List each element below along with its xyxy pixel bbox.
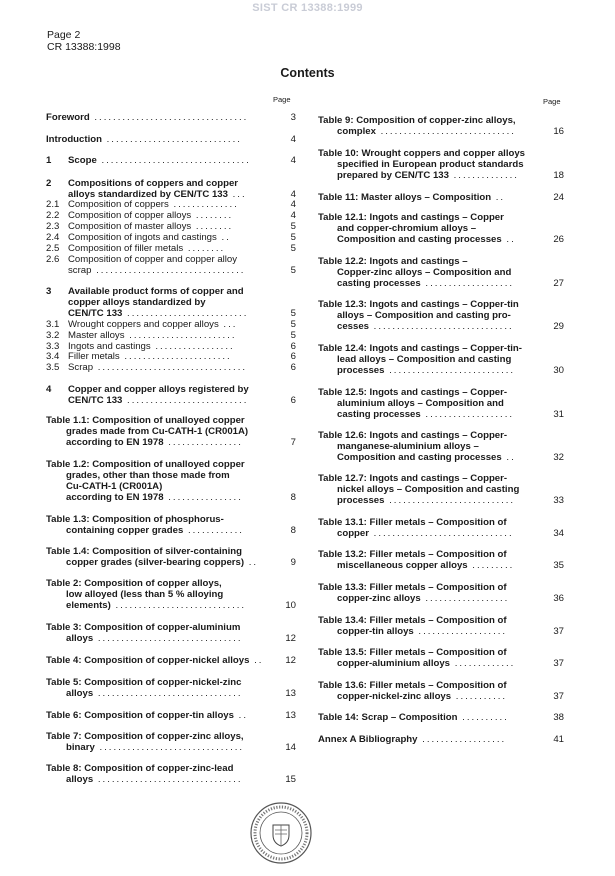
toc-entry-title: Table 3: Composition of copper-aluminium <box>46 622 241 633</box>
toc-entry-title: containing copper grades ............ <box>66 525 244 536</box>
right-page-label: Page <box>543 97 561 106</box>
dot-leader: ... <box>227 189 247 200</box>
toc-entry[interactable] <box>318 115 564 137</box>
toc-entry[interactable] <box>46 199 296 210</box>
toc-page-number: 32 <box>553 452 564 463</box>
dot-leader: ........................... <box>384 365 516 376</box>
toc-entry-number: 3.5 <box>46 362 60 373</box>
toc-entry-title: copper .............................. <box>337 528 514 539</box>
toc-entry-title: Table 13.6: Filler metals – Composition of <box>318 680 507 691</box>
dot-leader: .. <box>491 192 506 203</box>
toc-entry-title: Compositions of coppers and copper <box>68 178 239 189</box>
toc-page-number: 6 <box>290 351 296 362</box>
toc-entry[interactable] <box>46 763 296 785</box>
document-id: CR 13388:1998 <box>47 41 121 53</box>
toc-page-number: 16 <box>553 126 564 137</box>
page-header <box>47 29 121 53</box>
toc-entry-title: Table 13.1: Filler metals – Composition of <box>318 517 507 528</box>
toc-entry-title: Filler metals ....................... <box>68 351 232 362</box>
toc-entry-title: Table 1.4: Composition of silver-containing <box>46 546 242 557</box>
toc-entry[interactable] <box>318 712 564 723</box>
toc-entry-title: Composition and casting processes .. <box>337 452 516 463</box>
toc-entry-title: casting processes ................... <box>337 409 515 420</box>
dot-leader: .. <box>216 232 231 243</box>
toc-entry-title: copper alloys standardized by <box>68 297 206 308</box>
toc-entry-title: Copper and copper alloys registered by <box>68 384 249 395</box>
toc-entry[interactable] <box>46 134 296 145</box>
toc-entry-title: Table 1.1: Composition of unalloyed copper <box>46 415 245 426</box>
toc-entry-title: Table 13.2: Filler metals – Composition of <box>318 549 507 560</box>
toc-page-number: 34 <box>553 528 564 539</box>
toc-entry[interactable] <box>46 319 296 330</box>
toc-entry-number: 2.1 <box>46 199 60 210</box>
toc-entry-title: binary ............................... <box>66 742 245 753</box>
toc-entry-title: Table 4: Composition of copper-nickel alloys .. <box>46 655 264 666</box>
dot-leader: .......................... <box>122 395 249 406</box>
dot-leader: ................................ <box>93 362 248 373</box>
toc-entry-title: alloys ............................... <box>66 633 243 644</box>
toc-entry-title: Table 6: Composition of copper-tin alloys .. <box>46 710 248 721</box>
toc-entry-title: Copper-zinc alloys – Composition and <box>337 267 512 278</box>
toc-page-number: 35 <box>553 560 564 571</box>
toc-entry-title: prepared by CEN/TC 133 .............. <box>337 170 519 181</box>
toc-page-number: 5 <box>290 232 296 243</box>
dot-leader: .............. <box>448 170 519 181</box>
toc-page-number: 4 <box>290 210 296 221</box>
toc-entry-title: Table 14: Scrap – Composition .......... <box>318 712 509 723</box>
dot-leader: .............................. <box>369 321 514 332</box>
toc-entry[interactable] <box>46 677 296 699</box>
dot-leader: ................................. <box>89 112 249 123</box>
left-page-label: Page <box>273 95 291 104</box>
toc-entry[interactable] <box>46 415 296 448</box>
toc-entry[interactable] <box>318 343 564 376</box>
toc-entry-title: Annex A Bibliography .................. <box>318 734 507 745</box>
toc-entry[interactable] <box>318 615 564 637</box>
toc-entry-title: miscellaneous copper alloys ......... <box>337 560 515 571</box>
toc-entry-title: Table 13.5: Filler metals – Composition of <box>318 647 507 658</box>
toc-entry-title: Table 12.6: Ingots and castings – Copper- <box>318 430 508 441</box>
toc-entry-title: Table 5: Composition of copper-nickel-zinc <box>46 677 242 688</box>
toc-entry-title: aluminium alloys – Composition and <box>337 398 504 409</box>
toc-page-number: 37 <box>553 691 564 702</box>
dot-leader: ............................... <box>93 774 243 785</box>
toc-entry-title: Table 1.3: Composition of phosphorus- <box>46 514 224 525</box>
toc-entry-number: 3 <box>46 286 52 297</box>
toc-page-number: 15 <box>285 774 296 785</box>
toc-entry[interactable] <box>318 430 564 463</box>
dot-leader: .............................. <box>369 528 514 539</box>
toc-entry[interactable] <box>46 210 296 221</box>
toc-page-number: 27 <box>553 278 564 289</box>
toc-entry-title: Composition of filler metals ........ <box>68 243 226 254</box>
toc-entry[interactable] <box>46 254 296 276</box>
toc-entry-title: Table 10: Wrought coppers and copper alloys <box>318 148 526 159</box>
toc-page-number: 14 <box>285 742 296 753</box>
dot-leader: ................ <box>163 437 243 448</box>
dot-leader: .............. <box>168 199 239 210</box>
toc-entry[interactable] <box>46 710 296 721</box>
toc-entry[interactable] <box>46 243 296 254</box>
toc-entry-title: Table 8: Composition of copper-zinc-lead <box>46 763 234 774</box>
toc-page-number: 6 <box>290 362 296 373</box>
toc-entry-title: Available product forms of copper and <box>68 286 244 297</box>
toc-page-number: 37 <box>553 658 564 669</box>
toc-page-number: 5 <box>290 319 296 330</box>
toc-entry[interactable] <box>46 546 296 568</box>
toc-entry-title: copper-tin alloys ................... <box>337 626 508 637</box>
toc-entry-title: Table 13.3: Filler metals – Composition of <box>318 582 507 593</box>
toc-entry-title: Composition of ingots and castings .. <box>68 232 231 243</box>
dot-leader: ............................... <box>93 688 243 699</box>
toc-page-number: 12 <box>285 633 296 644</box>
toc-entry-title: Composition of master alloys ........ <box>68 221 234 232</box>
toc-entry-title: according to EN 1978 ................ <box>66 437 243 448</box>
toc-entry-title: processes ........................... <box>337 365 516 376</box>
dot-leader: .......... <box>457 712 509 723</box>
toc-page-number: 7 <box>290 437 296 448</box>
toc-entry-title: Table 12.1: Ingots and castings – Copper <box>318 212 504 223</box>
toc-entry-title: Table 7: Composition of copper-zinc alloys, <box>46 731 244 742</box>
toc-entry[interactable] <box>46 459 296 503</box>
toc-page-number: 6 <box>290 395 296 406</box>
toc-entry-title: Wrought coppers and copper alloys ... <box>68 319 238 330</box>
toc-entry[interactable] <box>46 655 296 666</box>
toc-entry-title: Table 2: Composition of copper alloys, <box>46 578 222 589</box>
toc-page-number: 5 <box>290 243 296 254</box>
dot-leader: ........ <box>191 210 234 221</box>
toc-entry[interactable] <box>318 192 564 203</box>
toc-entry-title: Table 12.5: Ingots and castings – Copper- <box>318 387 508 398</box>
toc-entry[interactable] <box>46 384 296 406</box>
toc-entry[interactable] <box>46 351 296 362</box>
toc-page-number: 33 <box>553 495 564 506</box>
toc-page-number: 41 <box>553 734 564 745</box>
toc-entry-title: copper grades (silver-bearing coppers) .. <box>66 557 259 568</box>
toc-page-number: 38 <box>553 712 564 723</box>
toc-entry-number: 2.5 <box>46 243 60 254</box>
toc-page-number: 5 <box>290 221 296 232</box>
toc-entry[interactable] <box>46 178 296 200</box>
toc-page-number: 29 <box>553 321 564 332</box>
toc-entry-title: Table 11: Master alloys – Composition .. <box>318 192 506 203</box>
toc-entry[interactable] <box>46 514 296 536</box>
dot-leader: .................. <box>417 734 507 745</box>
dot-leader: ... <box>218 319 238 330</box>
toc-page-number: 8 <box>290 492 296 503</box>
toc-entry-number: 1 <box>46 155 52 166</box>
toc-entry-number: 2.6 <box>46 254 60 265</box>
toc-entry-title: grades, other than those made from <box>66 470 230 481</box>
toc-entry-number: 3.2 <box>46 330 60 341</box>
toc-page-number: 5 <box>290 330 296 341</box>
toc-entry-title: Table 1.2: Composition of unalloyed copper <box>46 459 245 470</box>
toc-page-number: 24 <box>553 192 564 203</box>
toc-entry[interactable] <box>318 680 564 702</box>
toc-entry[interactable] <box>46 155 296 166</box>
toc-entry[interactable] <box>318 256 564 289</box>
page-number: Page 2 <box>47 29 81 41</box>
toc-entry[interactable] <box>318 212 564 245</box>
toc-page-number: 5 <box>290 308 296 319</box>
dot-leader: ................ <box>163 492 243 503</box>
dot-leader: ......... <box>467 560 515 571</box>
toc-entry[interactable] <box>46 578 296 611</box>
dot-leader: ................... <box>420 278 515 289</box>
toc-entry-title: according to EN 1978 ................ <box>66 492 243 503</box>
toc-entry-title: Table 13.4: Filler metals – Composition of <box>318 615 507 626</box>
toc-entry-number: 2 <box>46 178 52 189</box>
toc-entry-title: Table 9: Composition of copper-zinc alloys, <box>318 115 516 126</box>
toc-entry[interactable] <box>46 221 296 232</box>
toc-entry-number: 3.1 <box>46 319 60 330</box>
toc-entry[interactable] <box>46 362 296 373</box>
dot-leader: .......................... <box>122 308 249 319</box>
toc-entry-title: Table 12.3: Ingots and castings – Copper-tin <box>318 299 519 310</box>
toc-entry-title: complex ............................. <box>337 126 516 137</box>
dot-leader: ................... <box>420 409 515 420</box>
toc-entry-title: alloys ............................... <box>66 688 243 699</box>
toc-entry[interactable] <box>318 582 564 604</box>
toc-entry[interactable] <box>318 299 564 332</box>
toc-page-number: 4 <box>290 134 296 145</box>
toc-entry-title: Composition and casting processes .. <box>337 234 516 245</box>
toc-page-number: 4 <box>290 189 296 200</box>
toc-entry-title: specified in European product standards <box>337 159 524 170</box>
dot-leader: ............................... <box>94 742 245 753</box>
toc-page-number: 4 <box>290 199 296 210</box>
toc-entry-title: Master alloys ....................... <box>68 330 237 341</box>
toc-page-number: 12 <box>285 655 296 666</box>
toc-entry-number: 2.3 <box>46 221 60 232</box>
toc-entry-title: alloys ............................... <box>66 774 243 785</box>
toc-entry-title: alloys – Composition and casting pro- <box>337 310 511 321</box>
toc-entry-title: Scrap ................................ <box>68 362 248 373</box>
dot-leader: ................... <box>413 626 508 637</box>
toc-entry[interactable] <box>318 647 564 669</box>
toc-entry-title: Table 12.4: Ingots and castings – Copper-tin- <box>318 343 522 354</box>
toc-page-number: 10 <box>285 600 296 611</box>
toc-entry-title: copper-zinc alloys .................. <box>337 593 510 604</box>
toc-page-number: 37 <box>553 626 564 637</box>
toc-entry-title: lead alloys – Composition and casting <box>337 354 512 365</box>
dot-leader: ....................... <box>119 351 232 362</box>
toc-entry-title: processes ........................... <box>337 495 516 506</box>
toc-entry-title: casting processes ................... <box>337 278 515 289</box>
toc-page-number: 5 <box>290 265 296 276</box>
toc-page-number: 4 <box>290 155 296 166</box>
toc-entry-number: 4 <box>46 384 52 395</box>
toc-page-number: 13 <box>285 688 296 699</box>
toc-entry-title: Table 12.2: Ingots and castings – <box>318 256 468 267</box>
toc-entry[interactable] <box>46 731 296 753</box>
contents-title: Contents <box>280 66 335 80</box>
dot-leader: ........ <box>191 221 234 232</box>
toc-page-number: 8 <box>290 525 296 536</box>
toc-entry-title: Table 12.7: Ingots and castings – Copper- <box>318 473 508 484</box>
dot-leader: ............. <box>450 658 516 669</box>
toc-entry-title: Ingots and castings ................. <box>68 341 235 352</box>
dot-leader: ............................. <box>375 126 516 137</box>
toc-entry-title: CEN/TC 133 .......................... <box>68 308 249 319</box>
toc-entry[interactable] <box>318 517 564 539</box>
dot-leader: .. <box>244 557 259 568</box>
toc-entry-title: copper-nickel-zinc alloys ........... <box>337 691 508 702</box>
toc-entry-title: Foreword ................................. <box>46 112 249 123</box>
toc-page-number: 36 <box>553 593 564 604</box>
certification-seal <box>248 800 314 866</box>
toc-entry[interactable] <box>318 734 564 745</box>
toc-entry-title: grades made from Cu-CATH-1 (CR001A) <box>66 426 249 437</box>
toc-entry-number: 2.2 <box>46 210 60 221</box>
toc-entry[interactable] <box>318 473 564 506</box>
toc-entry-title: Composition of coppers .............. <box>68 199 239 210</box>
toc-entry-title: and copper-chromium alloys – <box>337 223 477 234</box>
toc-entry[interactable] <box>46 232 296 243</box>
toc-entry-number: 3.4 <box>46 351 60 362</box>
dot-leader: ....................... <box>124 330 237 341</box>
dot-leader: ............................. <box>101 134 242 145</box>
toc-page-number: 26 <box>553 234 564 245</box>
dot-leader: ............................ <box>110 600 247 611</box>
toc-page-number: 9 <box>290 557 296 568</box>
toc-page-number: 3 <box>290 112 296 123</box>
dot-leader: .. <box>501 452 516 463</box>
dot-leader: .. <box>233 710 248 721</box>
toc-entry-title: cesses .............................. <box>337 321 514 332</box>
toc-entry[interactable] <box>46 286 296 319</box>
toc-entry[interactable] <box>318 549 564 571</box>
dot-leader: .................. <box>420 593 510 604</box>
dot-leader: ........................... <box>384 495 516 506</box>
watermark: SIST CR 13388:1999 <box>252 2 363 14</box>
toc-entry-title: nickel alloys – Composition and casting <box>337 484 520 495</box>
toc-entry-title: Composition of copper and copper alloy <box>68 254 238 265</box>
toc-entry-title: elements) ............................ <box>66 600 247 611</box>
toc-entry[interactable] <box>318 148 564 181</box>
toc-entry-title: Introduction ............................. <box>46 134 242 145</box>
dot-leader: ........ <box>183 243 226 254</box>
toc-entry-number: 3.3 <box>46 341 60 352</box>
toc-entry-title: Cu-CATH-1 (CR001A) <box>66 481 163 492</box>
toc-page-number: 13 <box>285 710 296 721</box>
toc-page-number: 31 <box>553 409 564 420</box>
toc-entry-title: scrap ................................ <box>68 265 246 276</box>
toc-entry-title: alloys standardized by CEN/TC 133 ... <box>68 189 247 200</box>
toc-entry-number: 2.4 <box>46 232 60 243</box>
dot-leader: ............ <box>183 525 244 536</box>
toc-entry-title: Scope ................................ <box>68 155 251 166</box>
toc-entry-title: Composition of copper alloys ........ <box>68 210 234 221</box>
toc-page-number: 6 <box>290 341 296 352</box>
toc-entry[interactable] <box>46 622 296 644</box>
toc-page-number: 30 <box>553 365 564 376</box>
dot-leader: ........... <box>451 691 508 702</box>
toc-entry-title: low alloyed (less than 5 % alloying <box>66 589 224 600</box>
toc-entry-title: copper-aluminium alloys ............. <box>337 658 516 669</box>
toc-entry[interactable] <box>46 112 296 123</box>
toc-entry[interactable] <box>46 330 296 341</box>
dot-leader: ................. <box>150 341 235 352</box>
dot-leader: ............................... <box>93 633 243 644</box>
toc-entry-title: manganese-aluminium alloys – <box>337 441 479 452</box>
dot-leader: ................................ <box>96 155 251 166</box>
dot-leader: ................................ <box>91 265 246 276</box>
toc-page-number: 18 <box>553 170 564 181</box>
dot-leader: .. <box>501 234 516 245</box>
toc-entry-title: CEN/TC 133 .......................... <box>68 395 249 406</box>
dot-leader: .. <box>249 655 264 666</box>
toc-entry[interactable] <box>318 387 564 420</box>
